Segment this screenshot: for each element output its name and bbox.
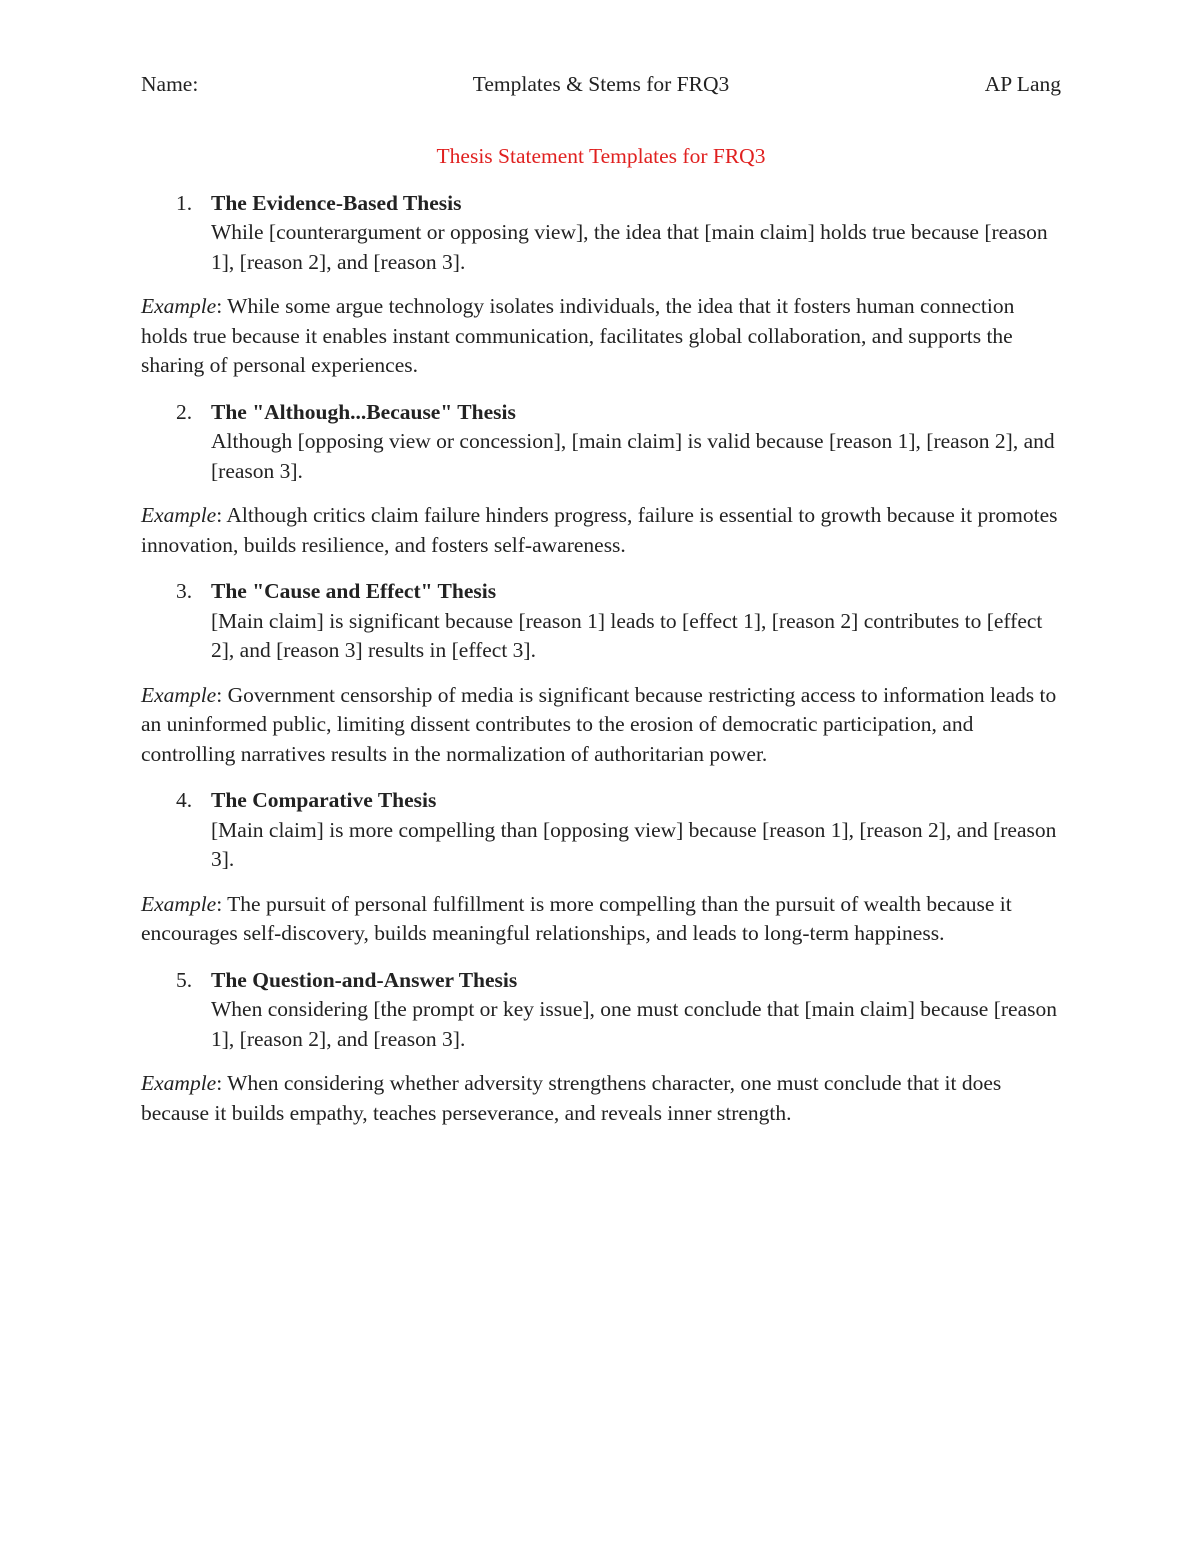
template-heading: The "Cause and Effect" Thesis bbox=[211, 579, 497, 603]
example-paragraph bbox=[141, 1069, 1061, 1128]
template-item bbox=[141, 577, 1061, 666]
page-header bbox=[141, 70, 1061, 102]
template-text: Although [opposing view or concession], [main claim] is valid because [reason 1], [reason 2], and [reason 3]. bbox=[211, 429, 1055, 483]
template-item bbox=[141, 966, 1061, 1055]
example-paragraph bbox=[141, 292, 1061, 381]
example-label: Example bbox=[141, 1071, 217, 1095]
example-text: : While some argue technology isolates individuals, the idea that it fosters human connection holds true because it enables instant communication, facilitates global collaboration, and supports the sharing of personal experiences. bbox=[141, 294, 1015, 377]
example-label: Example bbox=[141, 682, 217, 707]
example-label: Example bbox=[141, 294, 217, 318]
template-item bbox=[141, 786, 1061, 875]
template-item bbox=[141, 398, 1061, 487]
list-number: 1. bbox=[176, 190, 193, 215]
example-text: : Although critics claim failure hinders progress, failure is essential to growth because it promotes innovation, builds resilience, and fosters self-awareness. bbox=[141, 503, 1058, 557]
template-heading: The Question-and-Answer Thesis bbox=[211, 967, 518, 992]
template-text: [Main claim] is more compelling than [opposing view] because [reason 1], [reason 2], and [reason 3]. bbox=[211, 817, 1057, 871]
list-number: 2. bbox=[176, 399, 193, 424]
list-number: 4. bbox=[176, 788, 193, 812]
example-paragraph bbox=[141, 501, 1061, 560]
template-text: While [counterargument or opposing view], the idea that [main claim] holds true because [reason 1], [reason 2], and [reason 3]. bbox=[211, 220, 1048, 274]
template-text: When considering [the prompt or key issue], one must conclude that [main claim] because [reason 1], [reason 2], and [reason 3]. bbox=[211, 997, 1057, 1051]
example-text: : The pursuit of personal fulfillment is more compelling than the pursuit of wealth because it encourages self-discovery, builds meaningful relationships, and leads to long-term happiness. bbox=[141, 891, 1012, 945]
example-label: Example bbox=[141, 503, 217, 527]
template-heading: The "Although...Because" Thesis bbox=[211, 399, 516, 424]
example-text: : Government censorship of media is significant because restricting access to information leads to an uninformed public, limiting dissent contributes to the erosion of democratic participation, and controlling narratives results in the normalization of authoritarian power. bbox=[141, 682, 1057, 766]
course-label: AP Lang bbox=[984, 72, 1061, 96]
example-paragraph bbox=[141, 890, 1061, 949]
example-text: : When considering whether adversity strengthens character, one must conclude that it does because it builds empathy, teaches perseverance, and reveals inner strength. bbox=[141, 1071, 1002, 1125]
template-heading: The Evidence-Based Thesis bbox=[211, 190, 462, 215]
list-number: 3. bbox=[176, 579, 193, 603]
list-number: 5. bbox=[176, 967, 193, 992]
document-title: Templates & Stems for FRQ3 bbox=[472, 72, 730, 96]
template-heading: The Comparative Thesis bbox=[211, 788, 437, 812]
name-label: Name: bbox=[141, 72, 199, 96]
example-paragraph bbox=[141, 681, 1061, 770]
template-item bbox=[141, 189, 1061, 278]
example-label: Example bbox=[141, 891, 217, 916]
section-title: Thesis Statement Templates for FRQ3 bbox=[436, 144, 766, 168]
template-text: [Main claim] is significant because [reason 1] leads to [effect 1], [reason 2] contributes to [effect 2], and [reason 3] results in [effect 3]. bbox=[211, 608, 1043, 662]
document-page bbox=[141, 70, 1061, 1128]
